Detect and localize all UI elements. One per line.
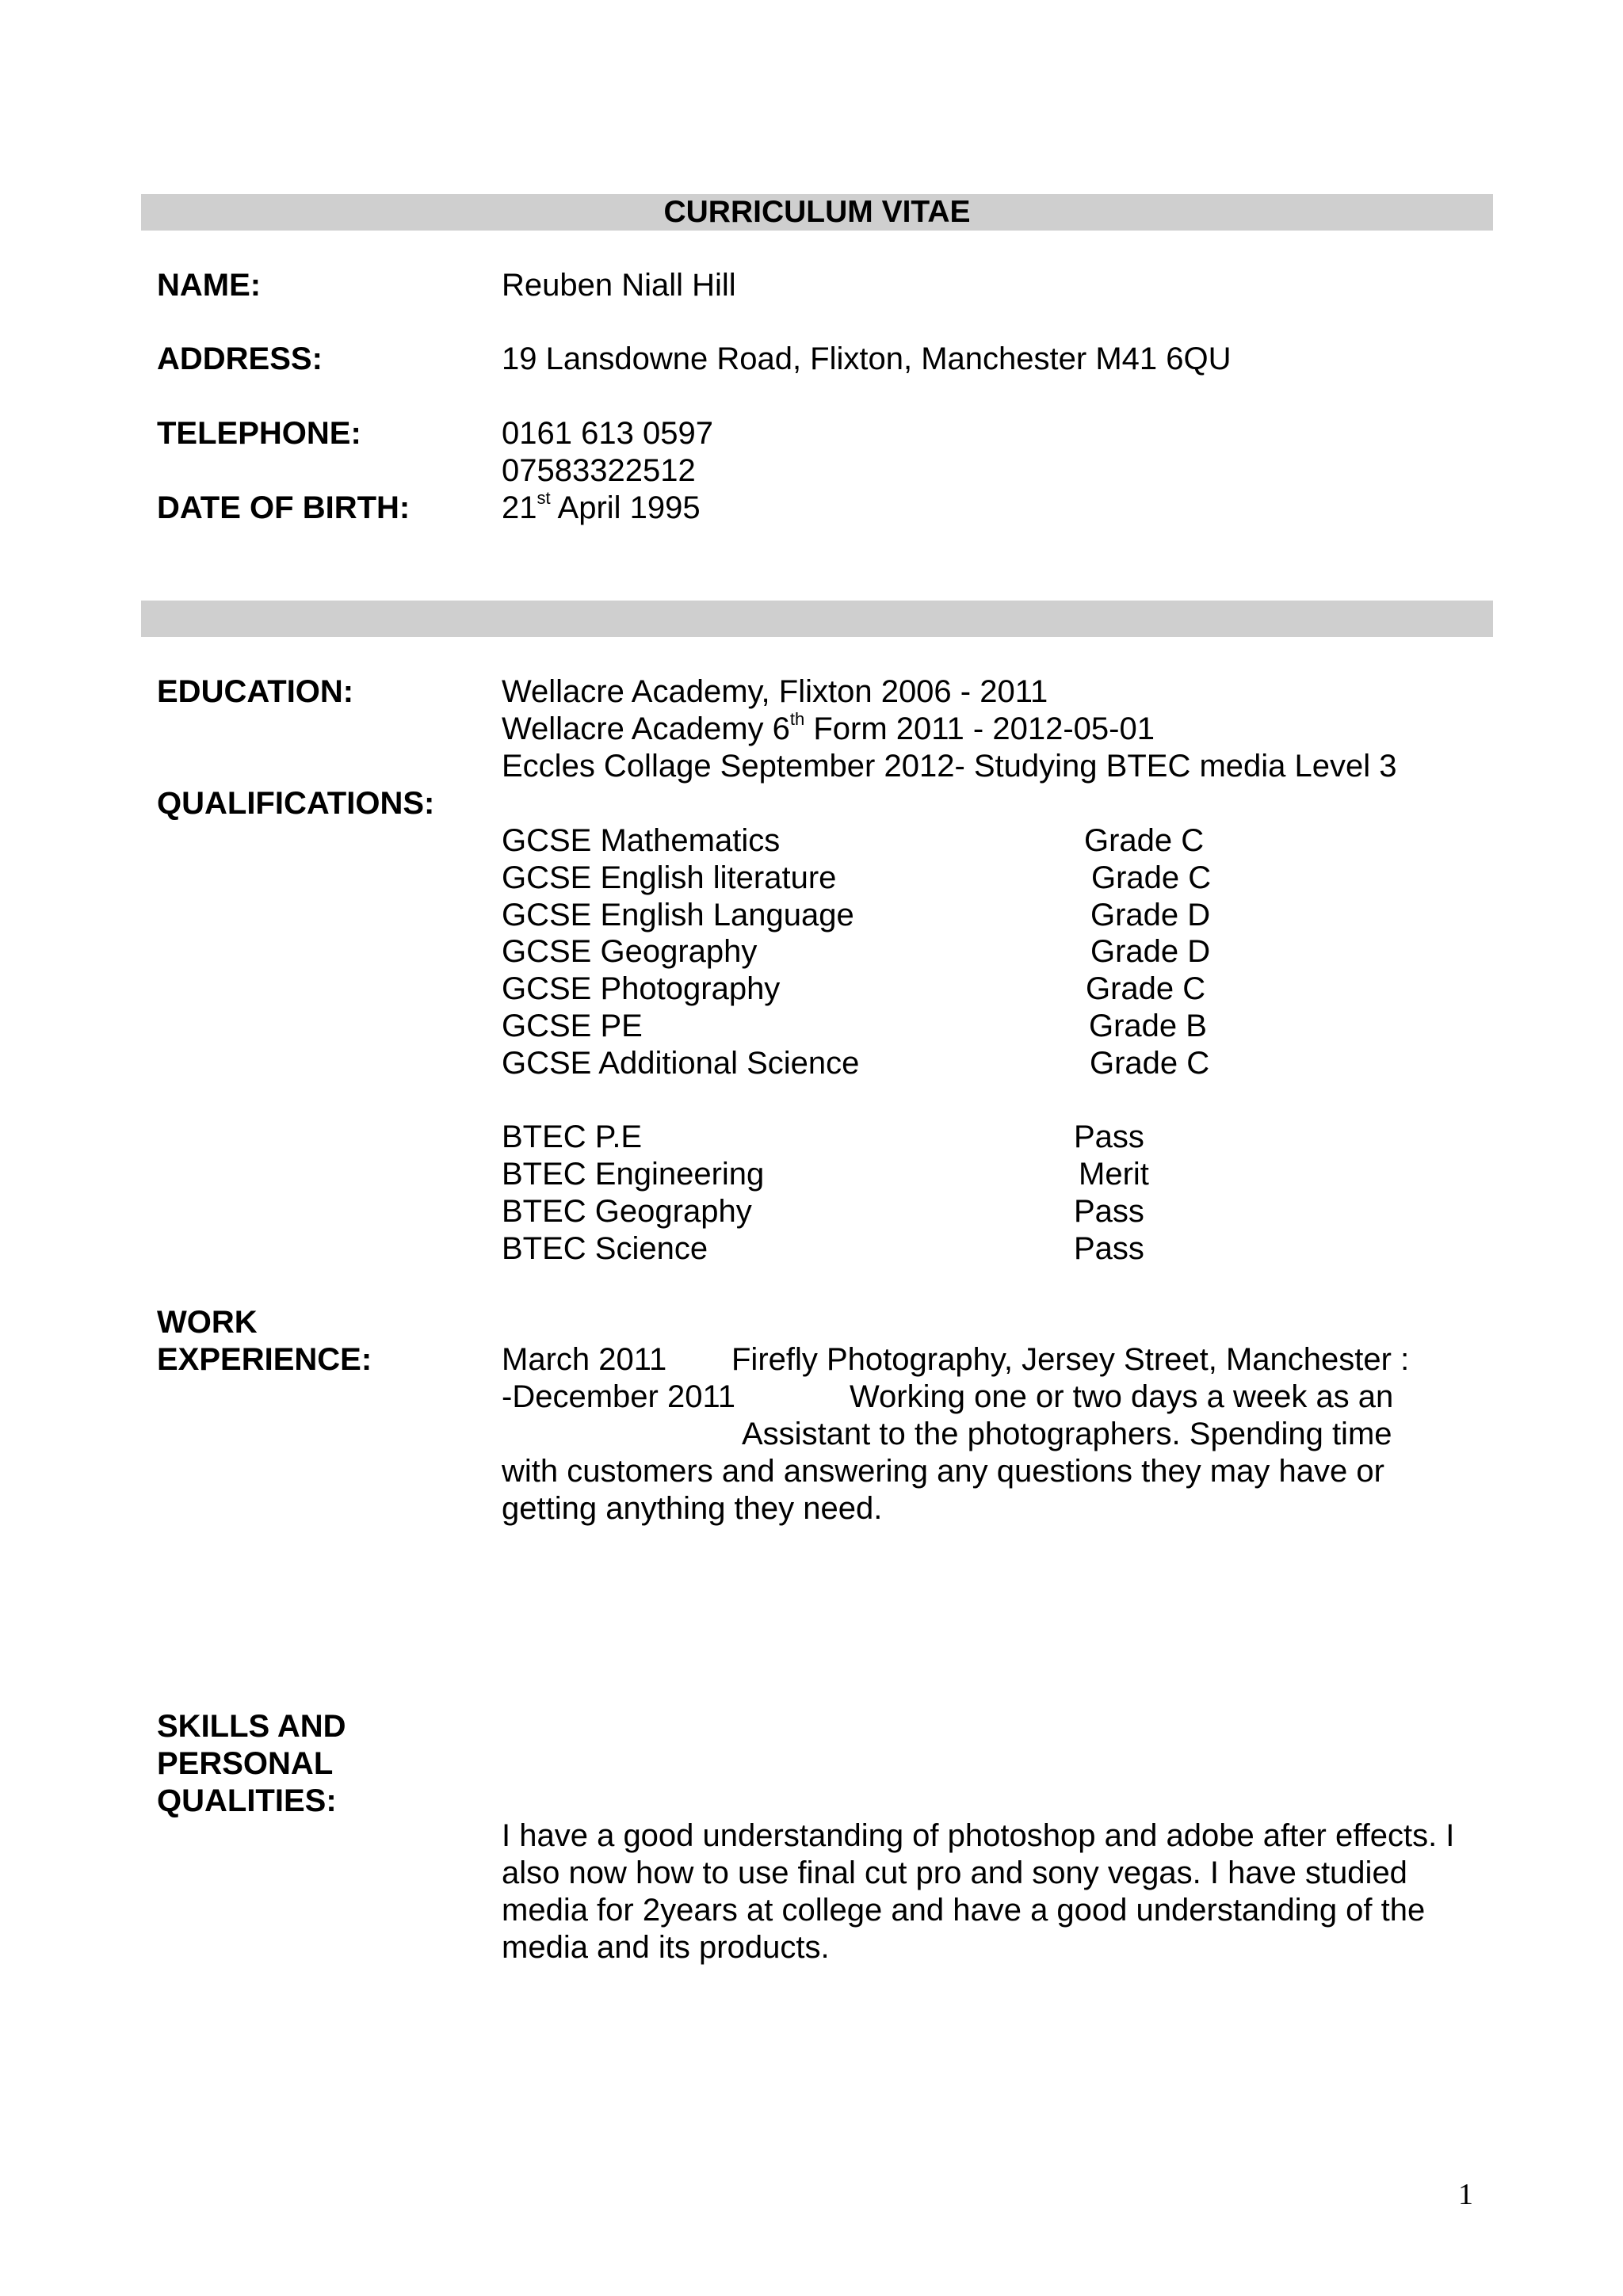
work-description-line-4: getting anything they need. bbox=[502, 1491, 883, 1526]
work-description-line-2: Assistant to the photographers. Spending time bbox=[742, 1417, 1392, 1451]
work-label-line-1: WORK bbox=[157, 1305, 258, 1340]
address-label: ADDRESS: bbox=[157, 341, 323, 376]
telephone-value-2: 07583322512 bbox=[502, 453, 696, 488]
document-title: CURRICULUM VITAE bbox=[663, 195, 971, 229]
gcse-grade: Grade D bbox=[1090, 934, 1211, 969]
education-line-1: Wellacre Academy, Flixton 2006 - 2011 bbox=[502, 674, 1048, 709]
skills-label-line-1: SKILLS AND bbox=[157, 1709, 346, 1744]
dob-value bbox=[502, 487, 701, 526]
title-bar bbox=[141, 194, 1493, 231]
gcse-grade: Grade C bbox=[1091, 860, 1212, 895]
telephone-value-1: 0161 613 0597 bbox=[502, 416, 713, 451]
education-line-2 bbox=[502, 708, 1155, 747]
skills-text: I have a good understanding of photoshop and adobe after effects. I also now how to use final cut pro and sony vegas. I have studied media for 2years at college and have a good understanding of the media and its products. bbox=[502, 1818, 1455, 1965]
btec-grade: Merit bbox=[1079, 1157, 1149, 1192]
dob-label: DATE OF BIRTH: bbox=[157, 490, 411, 525]
gcse-subject: GCSE Additional Science bbox=[502, 1046, 860, 1081]
btec-grade: Pass bbox=[1074, 1194, 1144, 1229]
education-label: EDUCATION: bbox=[157, 674, 354, 709]
gcse-subject: GCSE English Language bbox=[502, 898, 854, 933]
dob-rest: April 1995 bbox=[550, 490, 701, 525]
gcse-grade: Grade D bbox=[1090, 898, 1211, 933]
btec-grade: Pass bbox=[1074, 1231, 1144, 1266]
education-line-2-post: Form 2011 - 2012-05-01 bbox=[804, 711, 1155, 746]
work-description-line-3: with customers and answering any questions they may have or bbox=[502, 1454, 1384, 1489]
skills-label-line-2: PERSONAL bbox=[157, 1746, 334, 1781]
dob-suffix: st bbox=[537, 487, 551, 508]
page-number: 1 bbox=[1458, 2178, 1473, 2211]
gcse-grade: Grade B bbox=[1089, 1009, 1207, 1043]
btec-subject: BTEC Engineering bbox=[502, 1157, 765, 1192]
gcse-subject: GCSE English literature bbox=[502, 860, 837, 895]
btec-subject: BTEC P.E bbox=[502, 1119, 643, 1154]
gcse-subject: GCSE PE bbox=[502, 1009, 643, 1043]
dob-day: 21 bbox=[502, 490, 537, 525]
education-line-2-sup: th bbox=[789, 708, 805, 729]
work-description-line-1: Working one or two days a week as an bbox=[850, 1379, 1394, 1414]
gcse-grade: Grade C bbox=[1090, 1046, 1210, 1081]
btec-subject: BTEC Geography bbox=[502, 1194, 752, 1229]
qualifications-label: QUALIFICATIONS: bbox=[157, 786, 435, 821]
telephone-label: TELEPHONE: bbox=[157, 416, 361, 451]
work-date-end: -December 2011 bbox=[502, 1379, 735, 1414]
gcse-subject: GCSE Geography bbox=[502, 934, 758, 969]
gcse-grade: Grade C bbox=[1084, 823, 1205, 858]
education-line-3: Eccles Collage September 2012- Studying BTEC media Level 3 bbox=[502, 749, 1397, 784]
skills-label-line-3: QUALITIES: bbox=[157, 1783, 337, 1818]
btec-subject: BTEC Science bbox=[502, 1231, 708, 1266]
section-divider-bar bbox=[141, 601, 1493, 637]
work-date-start: March 2011 bbox=[502, 1342, 667, 1377]
btec-grade: Pass bbox=[1074, 1119, 1144, 1154]
address-value: 19 Lansdowne Road, Flixton, Manchester M41 6QU bbox=[502, 341, 1232, 376]
work-label-line-2: EXPERIENCE: bbox=[157, 1342, 372, 1377]
name-value: Reuben Niall Hill bbox=[502, 268, 736, 303]
gcse-subject: GCSE Mathematics bbox=[502, 823, 781, 858]
work-employer: Firefly Photography, Jersey Street, Manchester : bbox=[731, 1342, 1410, 1377]
education-line-2-pre: Wellacre Academy 6 bbox=[502, 711, 790, 746]
gcse-grade: Grade C bbox=[1086, 971, 1206, 1006]
gcse-subject: GCSE Photography bbox=[502, 971, 781, 1006]
name-label: NAME: bbox=[157, 268, 262, 303]
